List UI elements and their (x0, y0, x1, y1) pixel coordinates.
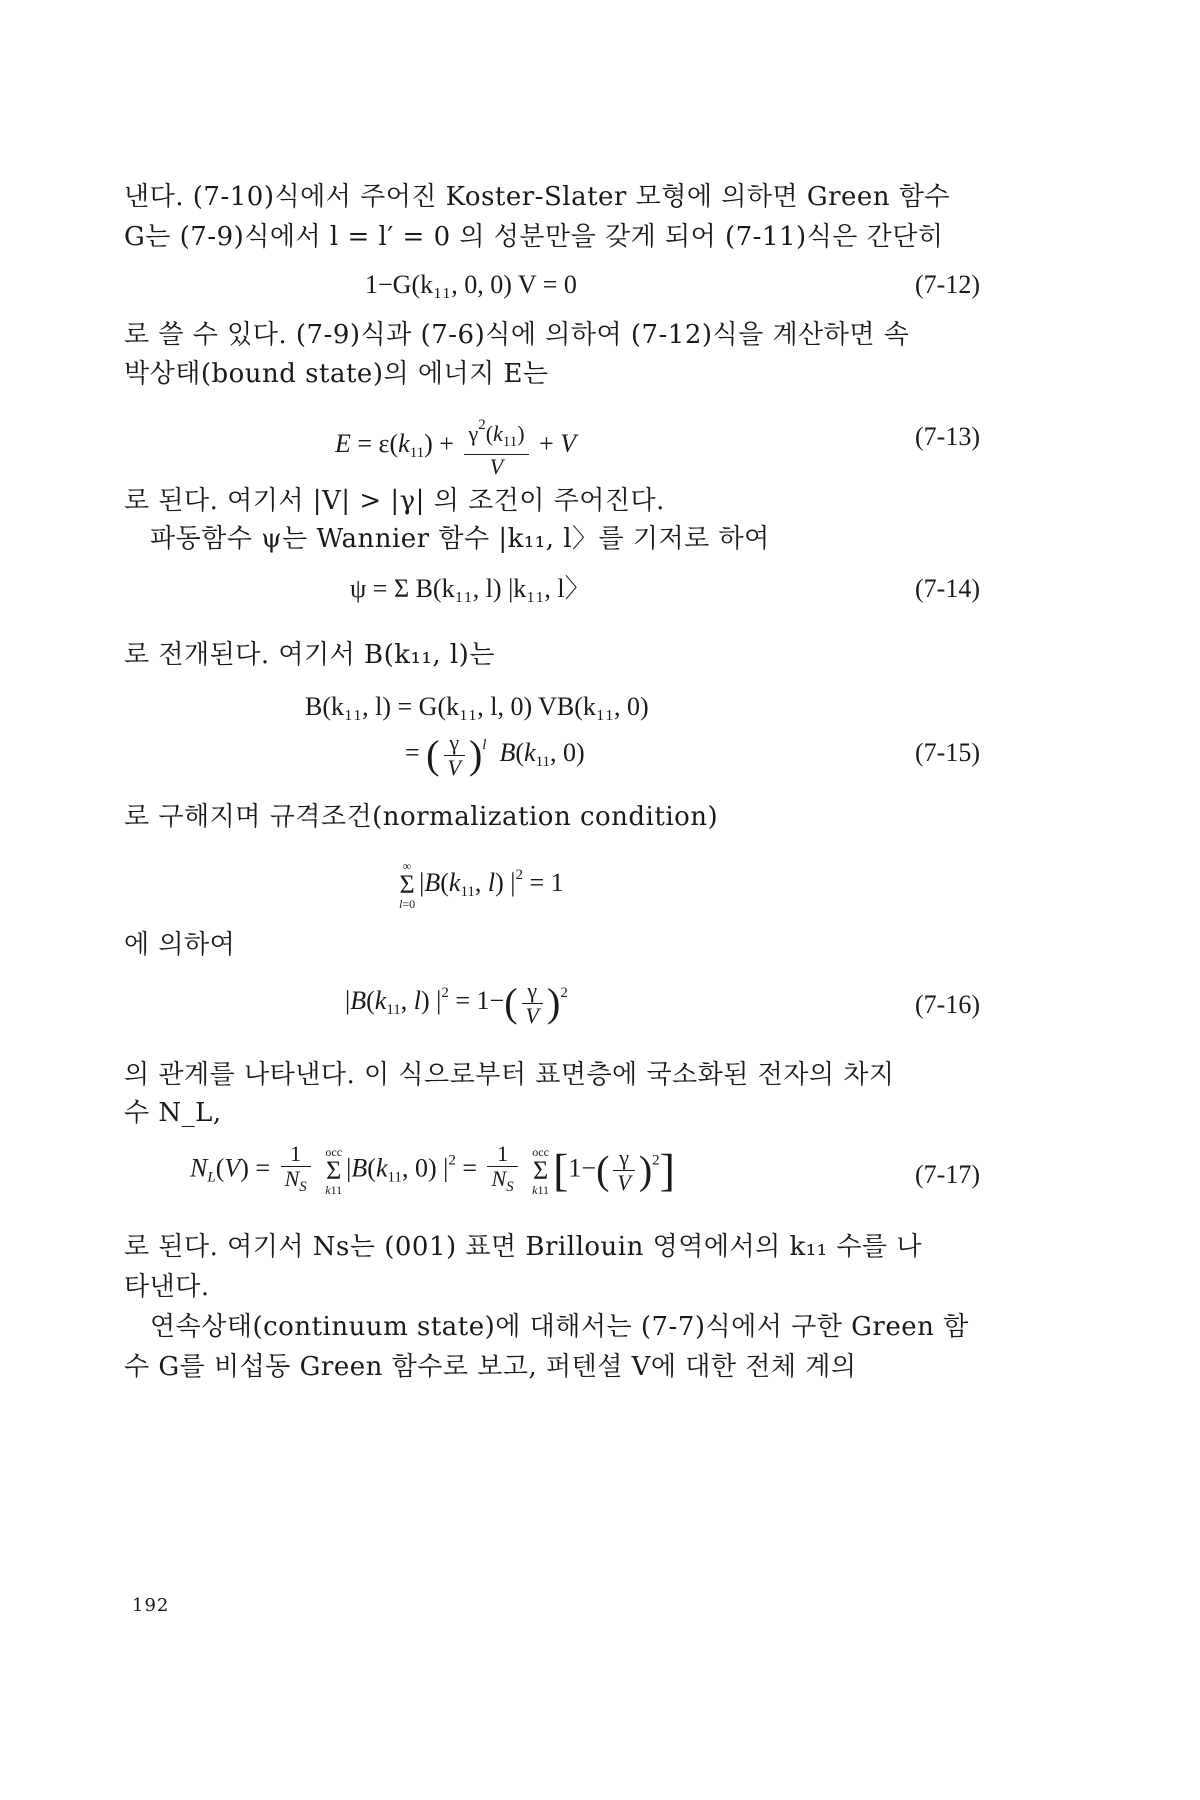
equation-number-7-16: (7-16) (915, 990, 980, 1019)
text-line-3: 로 쓸 수 있다. (7-9)식과 (7-6)식에 의하여 (7-12)식을 계산하면 속 (124, 320, 910, 350)
equation-number-7-14: (7-14) (915, 574, 980, 603)
equation-7-13: $E = \varepsilon(k_{11})$ + $\frac{\gamma^2(k_{11})}{V}$ + V (335, 413, 576, 479)
text-line-5: 로 된다. 여기서 |V| > |γ| 의 조건이 주어진다. (124, 486, 665, 516)
text-line-12: 로 된다. 여기서 Ns는 (001) 표면 Brillouin 영역에서의 k₁₁ 수를 나 (124, 1232, 922, 1262)
text-line-8: 로 구해지며 규격조건(normalization condition) (124, 802, 719, 832)
text-line-4: 박상태(bound state)의 에너지 E는 (124, 359, 549, 389)
text-line-6: 파동함수 ψ는 Wannier 함수 |k₁₁, l〉를 기저로 하여 (150, 524, 770, 554)
text-line-2: G는 (7-9)식에서 l = l′ = 0 의 성분만을 갖게 되어 (7-11)식은 간단히 (124, 222, 944, 252)
equation-7-16: $|B(k_{11}$, l) $|^2 = 1-$( $\frac{\gamma}{V}$ )$^2$ (345, 977, 568, 1028)
equation-number-7-13: (7-13) (915, 422, 980, 451)
equation-7-15-b: = ( $\frac{\gamma}{V}$ )$^l$ $B(k_{11}$, 0) (405, 729, 585, 780)
equation-7-12: 1−G(k₁₁, 0, 0) V = 0 (365, 270, 577, 299)
text-line-13: 타낸다. (124, 1272, 210, 1302)
equation-number-7-17: (7-17) (915, 1160, 980, 1189)
equation-7-17: $N_L(V)$ = $\frac{1}{N_S}$ occ Σ k11 $|B(k_{11}$, 0) $|^2$ = $\frac{1}{N_S}$ occ Σ k11 [1−( $\frac{\gamma}{V}$ )$^2$] (190, 1141, 675, 1197)
equation-7-14: ψ = Σ B(k₁₁, l) |k₁₁, l〉 (350, 574, 591, 603)
equation-7-15-a: B(k₁₁, l) = G(k₁₁, l, 0) VB(k₁₁, 0) (305, 692, 649, 721)
page-number: 192 (132, 1595, 170, 1616)
equation-number-7-15: (7-15) (915, 738, 980, 767)
text-line-9: 에 의하여 (124, 930, 236, 960)
text-line-1: 낸다. (7-10)식에서 주어진 Koster-Slater 모형에 의하면 Green 함수 (124, 182, 951, 212)
text-line-7: 로 전개된다. 여기서 B(k₁₁, l)는 (124, 640, 495, 670)
text-line-15: 수 G를 비섭동 Green 함수로 보고, 퍼텐셜 V에 대한 전체 계의 (124, 1352, 857, 1382)
text-line-11: 수 N_L, (124, 1098, 222, 1128)
equation-number-7-12: (7-12) (915, 270, 980, 299)
text-line-10: 의 관계를 나타낸다. 이 식으로부터 표면층에 국소화된 전자의 차지 (124, 1060, 895, 1090)
equation-normalization: ∞ Σ l=0 $|B(k_{11}$, l) $|^2 = 1$ (399, 859, 564, 912)
text-line-14: 연속상태(continuum state)에 대해서는 (7-7)식에서 구한 Green 함 (150, 1312, 969, 1342)
